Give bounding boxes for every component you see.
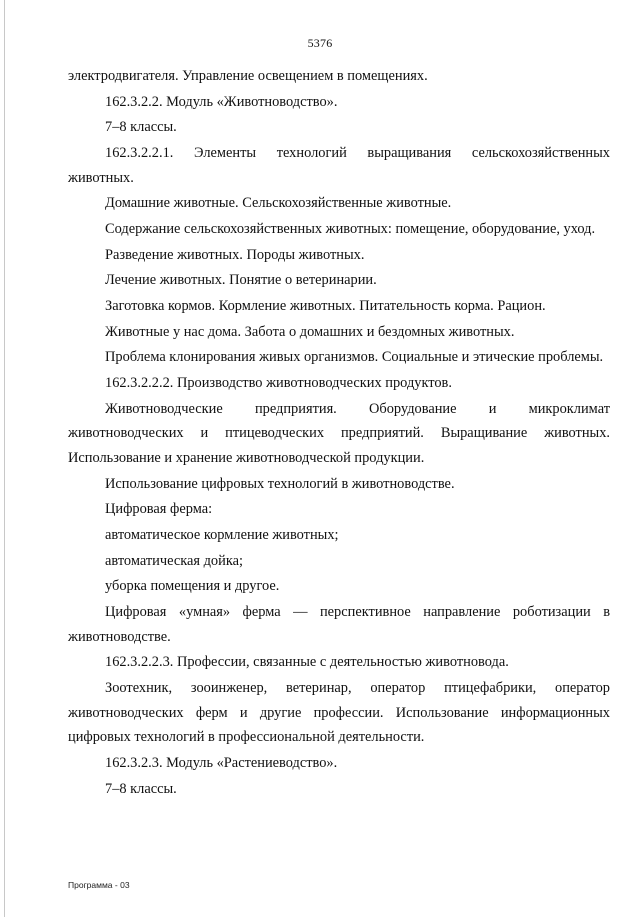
- paragraph: Разведение животных. Породы животных.: [105, 246, 365, 263]
- page-edge: [4, 0, 5, 917]
- paragraph: 162.3.2.2.1. Элементы технологий выращивания сельскохозяйственных животных.: [68, 145, 610, 186]
- paragraph: Использование цифровых технологий в животноводстве.: [105, 475, 455, 492]
- paragraph: электродвигателя. Управление освещением в помещениях.: [68, 68, 428, 84]
- paragraph: Цифровая «умная» ферма — перспективное направление роботизации в животноводстве.: [68, 604, 610, 645]
- paragraph: 7–8 классы.: [105, 119, 177, 136]
- page-number: 5376: [307, 36, 333, 50]
- paragraph: Животные у нас дома. Забота о домашних и бездомных животных.: [105, 323, 515, 340]
- paragraph: автоматическая дойка;: [105, 552, 243, 569]
- paragraph: автоматическое кормление животных;: [105, 527, 339, 544]
- paragraph: Содержание сельскохозяйственных животных: помещение, оборудование, уход.: [105, 221, 596, 238]
- paragraph: Заготовка кормов. Кормление животных. Питательность корма. Рацион.: [105, 298, 546, 315]
- paragraph: 162.3.2.2.3. Профессии, связанные с деятельностью животновода.: [105, 654, 509, 671]
- paragraph: уборка помещения и другое.: [105, 578, 280, 595]
- paragraph: Проблема клонирования живых организмов. Социальные и этические проблемы.: [105, 349, 604, 366]
- paragraph: Домашние животные. Сельскохозяйственные животные.: [105, 195, 452, 212]
- paragraph: Животноводческие предприятия. Оборудование и микроклимат животноводческих и птицеводческих предприятий. Выращивание животных. Использование и хранение животноводческой продукции.: [68, 400, 610, 467]
- paragraph: Зоотехник, зооинженер, ветеринар, оператор птицефабрики, оператор животноводческих ферм и другие профессии. Использование информационных цифровых технологий в профессиональной деятельности.: [68, 680, 610, 746]
- paragraph: 162.3.2.2. Модуль «Животноводство».: [105, 93, 338, 110]
- paragraph: 7–8 классы.: [105, 780, 177, 797]
- paragraph: 162.3.2.2.2. Производство животноводческих продуктов.: [105, 375, 452, 392]
- paragraph: Цифровая ферма:: [105, 501, 213, 518]
- footer-label: Программа - 03: [68, 880, 130, 890]
- document-body: [68, 64, 610, 802]
- paragraph: Лечение животных. Понятие о ветеринарии.: [105, 272, 377, 289]
- paragraph: 162.3.2.3. Модуль «Растениеводство».: [105, 755, 338, 771]
